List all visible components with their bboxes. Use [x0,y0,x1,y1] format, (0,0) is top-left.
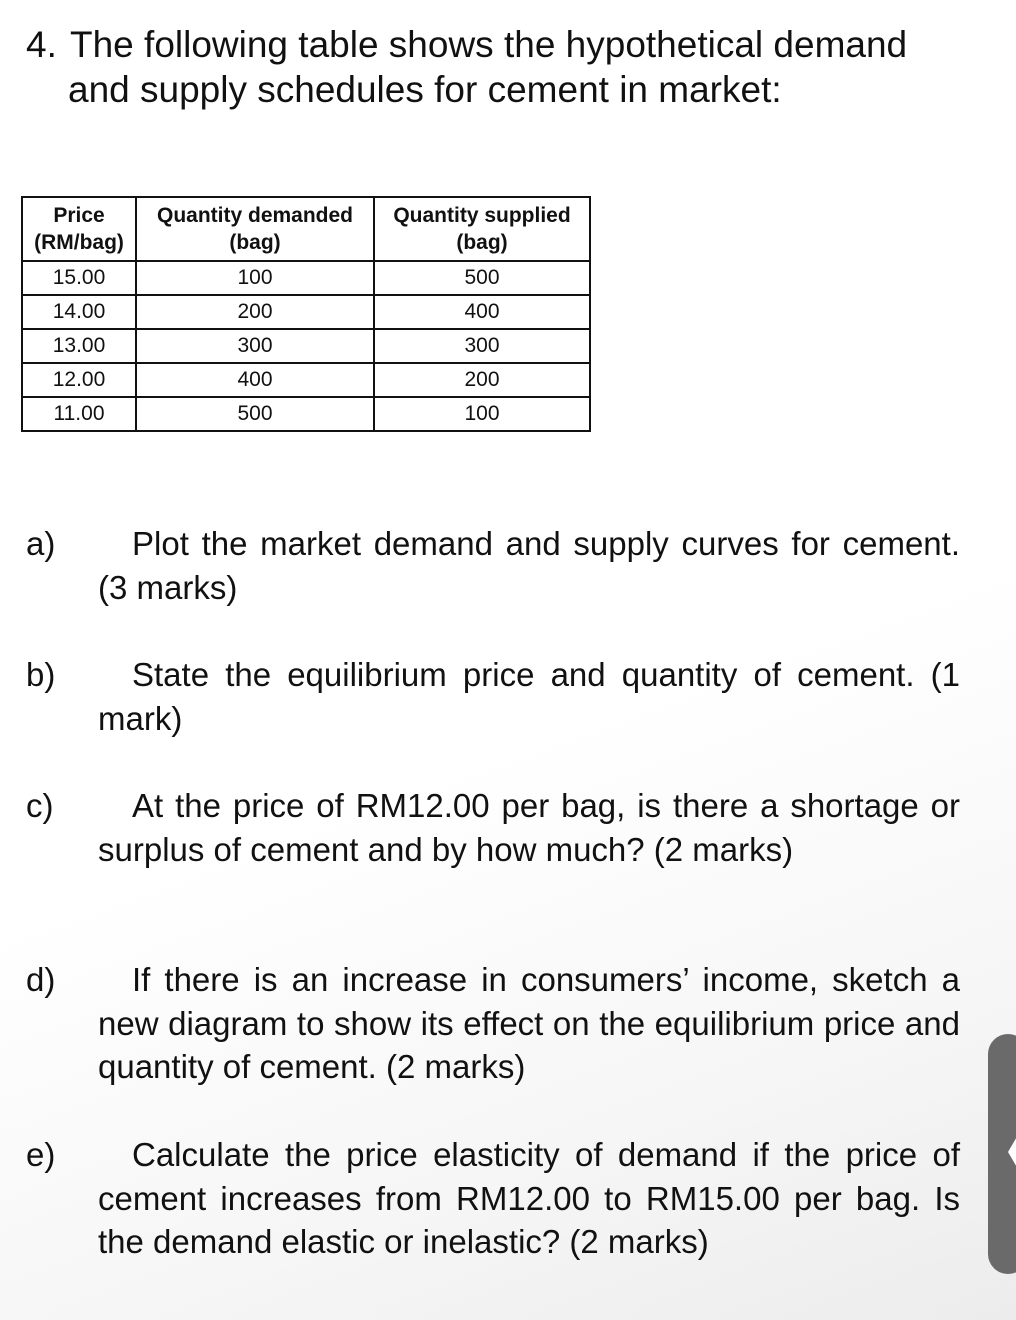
part-b-label: b) [26,656,56,693]
header-supplied-line1: Quantity supplied [393,204,571,227]
cell-demanded: 100 [136,261,374,295]
cell-price: 13.00 [22,329,136,363]
cell-supplied: 200 [374,363,590,397]
table-row [22,295,590,329]
part-b-text: State the equilibrium price and quantity of cement. (1 mark) [98,656,960,737]
cell-price: 12.00 [22,363,136,397]
part-d-label: d) [26,961,56,998]
table-row [22,329,590,363]
table-header-row [22,197,590,261]
header-demanded-line2: (bag) [229,231,281,254]
table-row [22,363,590,397]
cell-price: 14.00 [22,295,136,329]
cell-demanded: 500 [136,397,374,431]
part-c [26,784,960,871]
part-c-label: c) [26,787,54,824]
header-price-line1: Price [53,204,105,227]
header-quantity-demanded [136,197,374,261]
header-price-line2: (RM/bag) [34,231,124,254]
header-price [22,197,136,261]
table-row [22,261,590,295]
cell-supplied: 100 [374,397,590,431]
header-demanded-line1: Quantity demanded [156,204,354,227]
question-number: 4. [26,24,57,65]
part-b [26,653,960,740]
part-c-text: At the price of RM12.00 per bag, is there a shortage or surplus of cement and by how much? (2 marks) [98,787,960,868]
part-e-label: e) [26,1136,56,1173]
table-row [22,397,590,431]
header-quantity-supplied [374,197,590,261]
part-a-label: a) [26,525,56,562]
cell-price: 11.00 [22,397,136,431]
cell-supplied: 500 [374,261,590,295]
schedule-table [21,196,591,432]
part-d-text: If there is an increase in consumers’ income, sketch a new diagram to show its effect on the equilibrium price and quantity of cement. (2 marks) [98,961,960,1085]
question-title-line2: and supply schedules for cement in market: [68,69,782,110]
question-title [26,22,966,112]
cell-supplied: 300 [374,329,590,363]
question-title-line1: The following table shows the hypothetical demand [70,24,908,65]
part-d [26,958,960,1089]
cell-demanded: 200 [136,295,374,329]
chevron-left-icon [1008,1128,1016,1176]
part-e [26,1133,960,1264]
header-supplied-line2: (bag) [456,231,508,254]
cell-demanded: 300 [136,329,374,363]
cell-demanded: 400 [136,363,374,397]
part-a [26,522,960,609]
cell-price: 15.00 [22,261,136,295]
cell-supplied: 400 [374,295,590,329]
part-e-text: Calculate the price elasticity of demand if the price of cement increases from RM12.00 to RM15.00 per bag. Is the demand elastic or inelastic? (2 marks) [98,1136,960,1260]
part-a-text: Plot the market demand and supply curves for cement. (3 marks) [98,525,960,606]
